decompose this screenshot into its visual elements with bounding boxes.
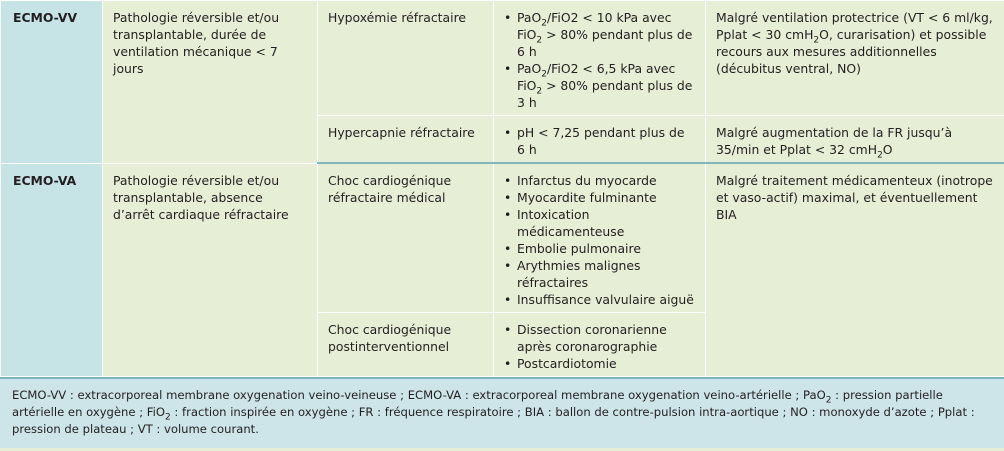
list-item: • PaO$_2$/FiO2 < 6,5 kPa avec FiO$_2$ > 80% pendant plus de 3 h xyxy=(504,60,695,111)
va-criteria-postinterventional xyxy=(494,313,706,377)
vv-condition-hypercapnia: Malgré augmentation de la FR jusqu’à 35/min et Pplat < 32 cmH$_2$O xyxy=(706,116,1004,164)
ecmo-vv-label: ECMO-VV xyxy=(1,1,103,164)
list-item: • Dissection coronarienne après coronarographie xyxy=(504,321,695,355)
vv-criteria-hypercapnia xyxy=(494,116,706,164)
list-item: • Arythmies malignes réfractaires xyxy=(504,257,695,291)
list-item: • Intoxication médicamenteuse xyxy=(504,206,695,240)
va-situation-medical: Choc cardiogénique réfractaire médical xyxy=(318,163,494,313)
vv-situation-hypoxemia: Hypoxémie réfractaire xyxy=(318,1,494,116)
vv-situation-hypercapnia: Hypercapnie réfractaire xyxy=(318,116,494,164)
va-indication: Pathologie réversible et/ou transplantable, absence d’arrêt cardiaque réfractaire xyxy=(103,163,318,377)
list-item: • PaO$_2$/FiO2 < 10 kPa avec FiO$_2$ > 80% pendant plus de 6 h xyxy=(504,9,695,60)
vv-condition-hypoxemia: Malgré ventilation protectrice (VT < 6 ml/kg, Pplat < 30 cmH$_2$O, curarisation) et possible recours aux mesures additionnelles (décubitus ventral, NO) xyxy=(706,1,1004,116)
list-item: • Postcardiotomie xyxy=(504,355,695,372)
table-footnote: ECMO-VV : extracorporeal membrane oxygenation veino-veineuse ; ECMO-VA : extracorporeal membrane oxygenation veino-artérielle ; PaO$_2$ : pression partielle artérielle en oxygène ; FiO$_2$ : fraction inspirée en oxygène ; FR : fréquence respiratoire ; BIA : ballon de contre-pulsion intra-aortique ; NO : monoxyde d’azote ; Pplat : pression de plateau ; VT : volume courant. xyxy=(0,377,1004,448)
list-item: • Insuffisance valvulaire aiguë xyxy=(504,291,695,308)
vv-criteria-hypoxemia xyxy=(494,1,706,116)
va-condition: Malgré traitement médicamenteux (inotrope et vaso-actif) maximal, et éventuellement BIA xyxy=(706,163,1004,377)
va-situation-postinterventional: Choc cardiogénique postinterventionnel xyxy=(318,313,494,377)
va-criteria-medical xyxy=(494,163,706,313)
list-item: • pH < 7,25 pendant plus de 6 h xyxy=(504,124,695,158)
list-item: • Myocardite fulminante xyxy=(504,189,695,206)
va-medical-shock-row xyxy=(1,163,1004,313)
ecmo-va-label: ECMO-VA xyxy=(1,163,103,377)
list-item: • Infarctus du myocarde xyxy=(504,172,695,189)
vv-indication: Pathologie réversible et/ou transplantable, durée de ventilation mécanique < 7 jours xyxy=(103,1,318,164)
list-item: • Embolie pulmonaire xyxy=(504,240,695,257)
vv-hypoxemia-row xyxy=(1,1,1004,116)
